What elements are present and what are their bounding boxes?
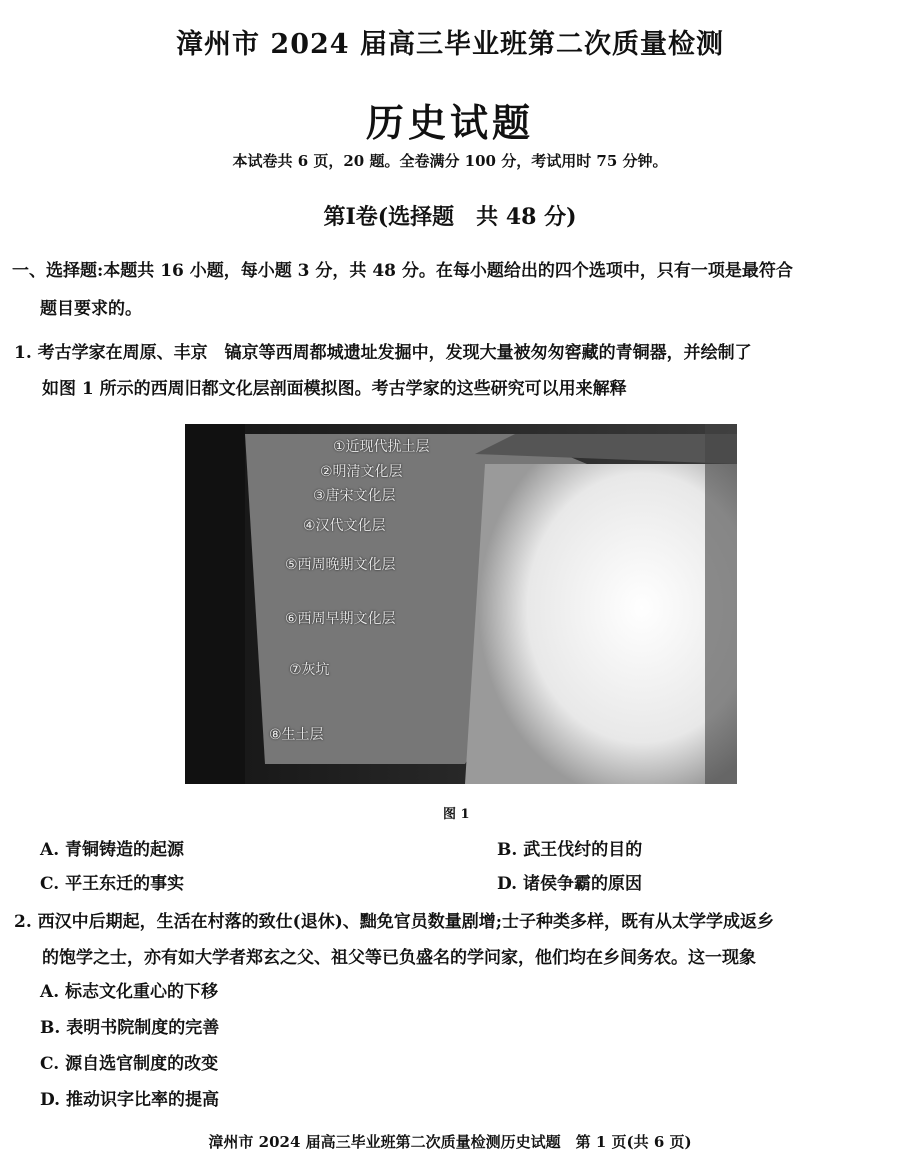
section-intro-line2: 题目要求的。 — [40, 299, 142, 319]
layer-label-1: ①近现代扰土层 — [333, 439, 430, 455]
question2-option-c: C. 源自选官制度的改变 — [40, 1054, 219, 1074]
question2-option-b: B. 表明书院制度的完善 — [40, 1018, 220, 1038]
layer-label-4: ④汉代文化层 — [303, 518, 386, 534]
figure-background — [185, 424, 737, 784]
question1-option-b: B. 武王伐纣的目的 — [497, 840, 643, 860]
question2-stem-line1: 2. 西汉中后期起，生活在村落的致仕(退休)、黜免官员数量剧增;士子种类多样，既有从太学学成返乡 — [14, 912, 775, 932]
layer-label-8: ⑧生土层 — [269, 727, 324, 743]
stratigraphy-figure — [185, 424, 737, 784]
part-title: 第Ⅰ卷(选择题 共 48 分) — [323, 204, 577, 230]
section-intro-line1: 一、选择题:本题共 16 小题，每小题 3 分，共 48 分。在每小题给出的四个选项中，只有一项是最符合 — [12, 261, 793, 281]
question1-option-a: A. 青铜铸造的起源 — [40, 840, 185, 860]
question2-option-a: A. 标志文化重心的下移 — [40, 982, 219, 1002]
exam-info: 本试卷共 6 页，20 题。全卷满分 100 分，考试用时 75 分钟。 — [232, 152, 668, 170]
subject-title: 历史试题 — [365, 100, 534, 145]
layer-label-6: ⑥西周早期文化层 — [285, 611, 396, 627]
layer-label-2: ②明清文化层 — [320, 464, 403, 480]
layer-label-7: ⑦灰坑 — [289, 662, 330, 678]
question1-option-c: C. 平王东迁的事实 — [40, 874, 185, 894]
layer-label-5: ⑤西周晚期文化层 — [285, 557, 396, 573]
question2-stem-line2: 的饱学之士，亦有如大学者郑玄之父、祖父等已负盛名的学问家，他们均在乡间务农。这一现象 — [42, 948, 756, 968]
page-footer: 漳州市 2024 届高三毕业班第二次质量检测历史试题 第 1 页(共 6 页) — [208, 1133, 692, 1151]
question1-stem-line2: 如图 1 所示的西周旧都文化层剖面模拟图。考古学家的这些研究可以用来解释 — [42, 379, 627, 399]
question1-stem-line1: 1. 考古学家在周原、丰京 镐京等西周都城遗址发掘中，发现大量被匆匆窖藏的青铜器，并绘制了 — [14, 343, 752, 363]
figure-caption: 图 1 — [443, 807, 470, 822]
layer-label-3: ③唐宋文化层 — [313, 488, 396, 504]
question1-option-d: D. 诸侯争霸的原因 — [497, 874, 642, 894]
question2-option-d: D. 推动识字比率的提高 — [40, 1090, 219, 1110]
exam-title: 漳州市 2024 届高三毕业班第二次质量检测 — [176, 29, 724, 60]
